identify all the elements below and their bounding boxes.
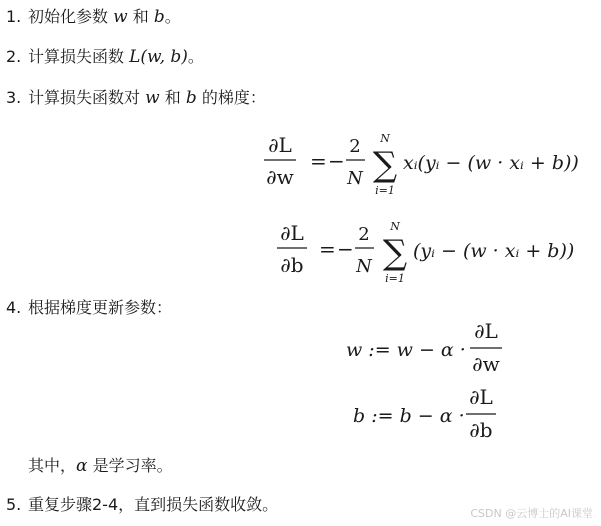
note-suffix: 是学习率。 — [92, 456, 173, 475]
sum-body: (yᵢ − (w · xᵢ + b)) — [413, 240, 575, 262]
equation-grad-w — [262, 128, 592, 200]
step-4 — [6, 297, 172, 319]
equals-sign: = — [319, 237, 336, 261]
step-end: 。 — [164, 7, 181, 26]
fraction-numerator: ∂L — [469, 385, 493, 409]
step-2 — [6, 46, 204, 68]
math-alpha: α — [76, 456, 88, 476]
fraction-denominator: ∂b — [280, 253, 304, 277]
update-lhs: w := w − α · — [346, 339, 466, 361]
coef-numerator: 2 — [358, 224, 370, 245]
sum-lower-limit: i=1 — [385, 272, 405, 285]
sum-lower-limit: i=1 — [375, 184, 395, 197]
minus-sign: − — [337, 237, 354, 261]
step-number: 5. — [6, 495, 22, 514]
step-5 — [6, 494, 278, 516]
sum-body: xᵢ(yᵢ − (w · xᵢ + b)) — [403, 152, 579, 174]
equation-update-b — [353, 384, 513, 448]
watermark: CSDN @云博士的AI课堂 — [470, 507, 593, 520]
equals-sign: = — [310, 149, 327, 173]
fraction-numerator: ∂L — [474, 319, 498, 343]
step-text: 重复步骤2-4，直到损失函数收敛。 — [28, 495, 279, 514]
minus-sign: − — [328, 149, 345, 173]
sum-upper-limit: N — [380, 132, 390, 145]
sum-symbol: ∑ — [372, 145, 398, 185]
coef-denominator: N — [347, 168, 363, 189]
step-number: 3. — [6, 88, 22, 107]
math-var-b: b — [153, 7, 165, 27]
step-text: 计算损失函数对 — [28, 88, 141, 107]
step-tail: 的梯度： — [201, 88, 266, 107]
conj-text: 和 — [132, 7, 149, 26]
fraction-numerator: ∂L — [280, 221, 304, 245]
coef-numerator: 2 — [349, 136, 361, 157]
learning-rate-note — [28, 455, 173, 477]
note-prefix: 其中， — [28, 456, 77, 475]
fraction-denominator: ∂w — [472, 352, 500, 376]
math-var-b: b — [185, 88, 197, 108]
step-end: 。 — [187, 47, 204, 66]
step-text: 计算损失函数 — [28, 47, 125, 66]
step-number: 4. — [6, 298, 22, 317]
math-var-w: w — [145, 88, 160, 108]
step-number: 2. — [6, 47, 22, 66]
math-var-w: w — [113, 7, 128, 27]
fraction-denominator: ∂b — [469, 418, 493, 442]
step-text: 初始化参数 — [28, 7, 109, 26]
fraction-numerator: ∂L — [268, 133, 292, 157]
conj-text: 和 — [164, 88, 181, 107]
step-text: 根据梯度更新参数： — [28, 298, 173, 317]
step-3 — [6, 87, 266, 109]
sum-upper-limit: N — [390, 220, 400, 233]
coef-denominator: N — [356, 256, 372, 277]
sum-symbol: ∑ — [382, 233, 408, 273]
equation-update-w — [346, 318, 516, 382]
step-number: 1. — [6, 7, 22, 26]
fraction-denominator: ∂w — [266, 165, 294, 189]
equation-grad-b — [275, 216, 585, 288]
math-loss-expression: L(w, b) — [129, 47, 188, 67]
step-1 — [6, 6, 181, 28]
update-lhs: b := b − α · — [353, 405, 465, 427]
